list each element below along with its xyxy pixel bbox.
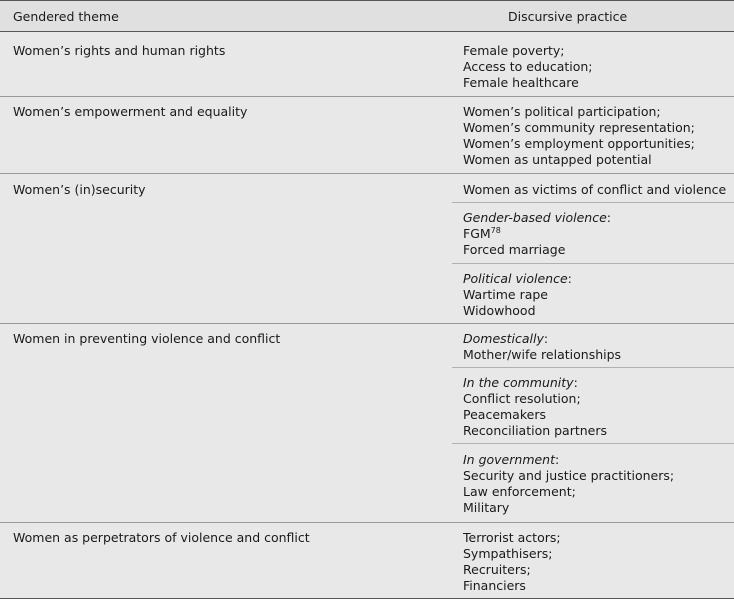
list-item: Forced marriage xyxy=(463,242,566,257)
practice-cell xyxy=(463,182,734,198)
practice-cell xyxy=(463,530,734,594)
list-item: Mother/wife relationships xyxy=(463,347,622,362)
group-divider xyxy=(452,202,734,203)
practice-cell: In the community: Conflict resolution; Peacemakers Reconciliation partners xyxy=(463,375,734,439)
group-heading: Political violence xyxy=(463,271,568,286)
group-heading: Gender-based violence xyxy=(463,210,607,225)
row-divider xyxy=(0,96,734,97)
table-header xyxy=(0,0,734,32)
theme-preventing: Women in preventing violence and conflict xyxy=(13,331,281,346)
list-item: Women’s employment opportunities; xyxy=(463,136,695,151)
row-divider xyxy=(0,323,734,324)
group-heading: Domestically xyxy=(463,331,544,346)
list-item: Military xyxy=(463,500,510,515)
list-item: Sympathisers; xyxy=(463,546,553,561)
theme-perpetrators: Women as perpetrators of violence and conflict xyxy=(13,530,310,545)
practice-cell: In government: Security and justice practitioners; Law enforcement; Military xyxy=(463,452,734,516)
group-divider xyxy=(452,367,734,368)
practice-cell: Political violence: Wartime rape Widowhood xyxy=(463,271,734,319)
list-item: Access to education; xyxy=(463,59,593,74)
list-item: Reconciliation partners xyxy=(463,423,608,438)
group-heading: In government xyxy=(463,452,556,467)
list-item: Wartime rape xyxy=(463,287,548,302)
list-item: Widowhood xyxy=(463,303,536,318)
list-item: Women as victims of conflict and violence xyxy=(463,182,727,197)
list-item: Security and justice practitioners; xyxy=(463,468,675,483)
group-heading: In the community xyxy=(463,375,574,390)
row-divider xyxy=(0,173,734,174)
practice-cell xyxy=(463,104,734,168)
list-item: Women’s community representation; xyxy=(463,120,695,135)
footnote-marker: 78 xyxy=(490,225,501,235)
list-item: Female healthcare xyxy=(463,75,579,90)
theme-rights: Women’s rights and human rights xyxy=(13,43,226,58)
list-item: Recruiters; xyxy=(463,562,531,577)
theme-empowerment: Women’s empowerment and equality xyxy=(13,104,248,119)
list-item: Law enforcement; xyxy=(463,484,576,499)
practice-cell: Domestically: Mother/wife relationships xyxy=(463,331,734,363)
list-item: Financiers xyxy=(463,578,526,593)
list-item: FGM xyxy=(463,226,491,241)
list-item: Terrorist actors; xyxy=(463,530,561,545)
header-discursive-practice: Discursive practice xyxy=(508,9,628,24)
list-item: Conflict resolution; xyxy=(463,391,581,406)
list-item: Peacemakers xyxy=(463,407,546,422)
header-gendered-theme: Gendered theme xyxy=(13,9,119,24)
list-item: Women as untapped potential xyxy=(463,152,652,167)
row-divider xyxy=(0,522,734,523)
group-divider xyxy=(452,263,734,264)
group-divider xyxy=(452,443,734,444)
theme-insecurity: Women’s (in)security xyxy=(13,182,146,197)
list-item: Female poverty; xyxy=(463,43,565,58)
practice-cell xyxy=(463,43,734,91)
practice-cell: Gender-based violence: FGM$^{78}$ Forced marriage xyxy=(463,210,734,258)
list-item: Women’s political participation; xyxy=(463,104,661,119)
